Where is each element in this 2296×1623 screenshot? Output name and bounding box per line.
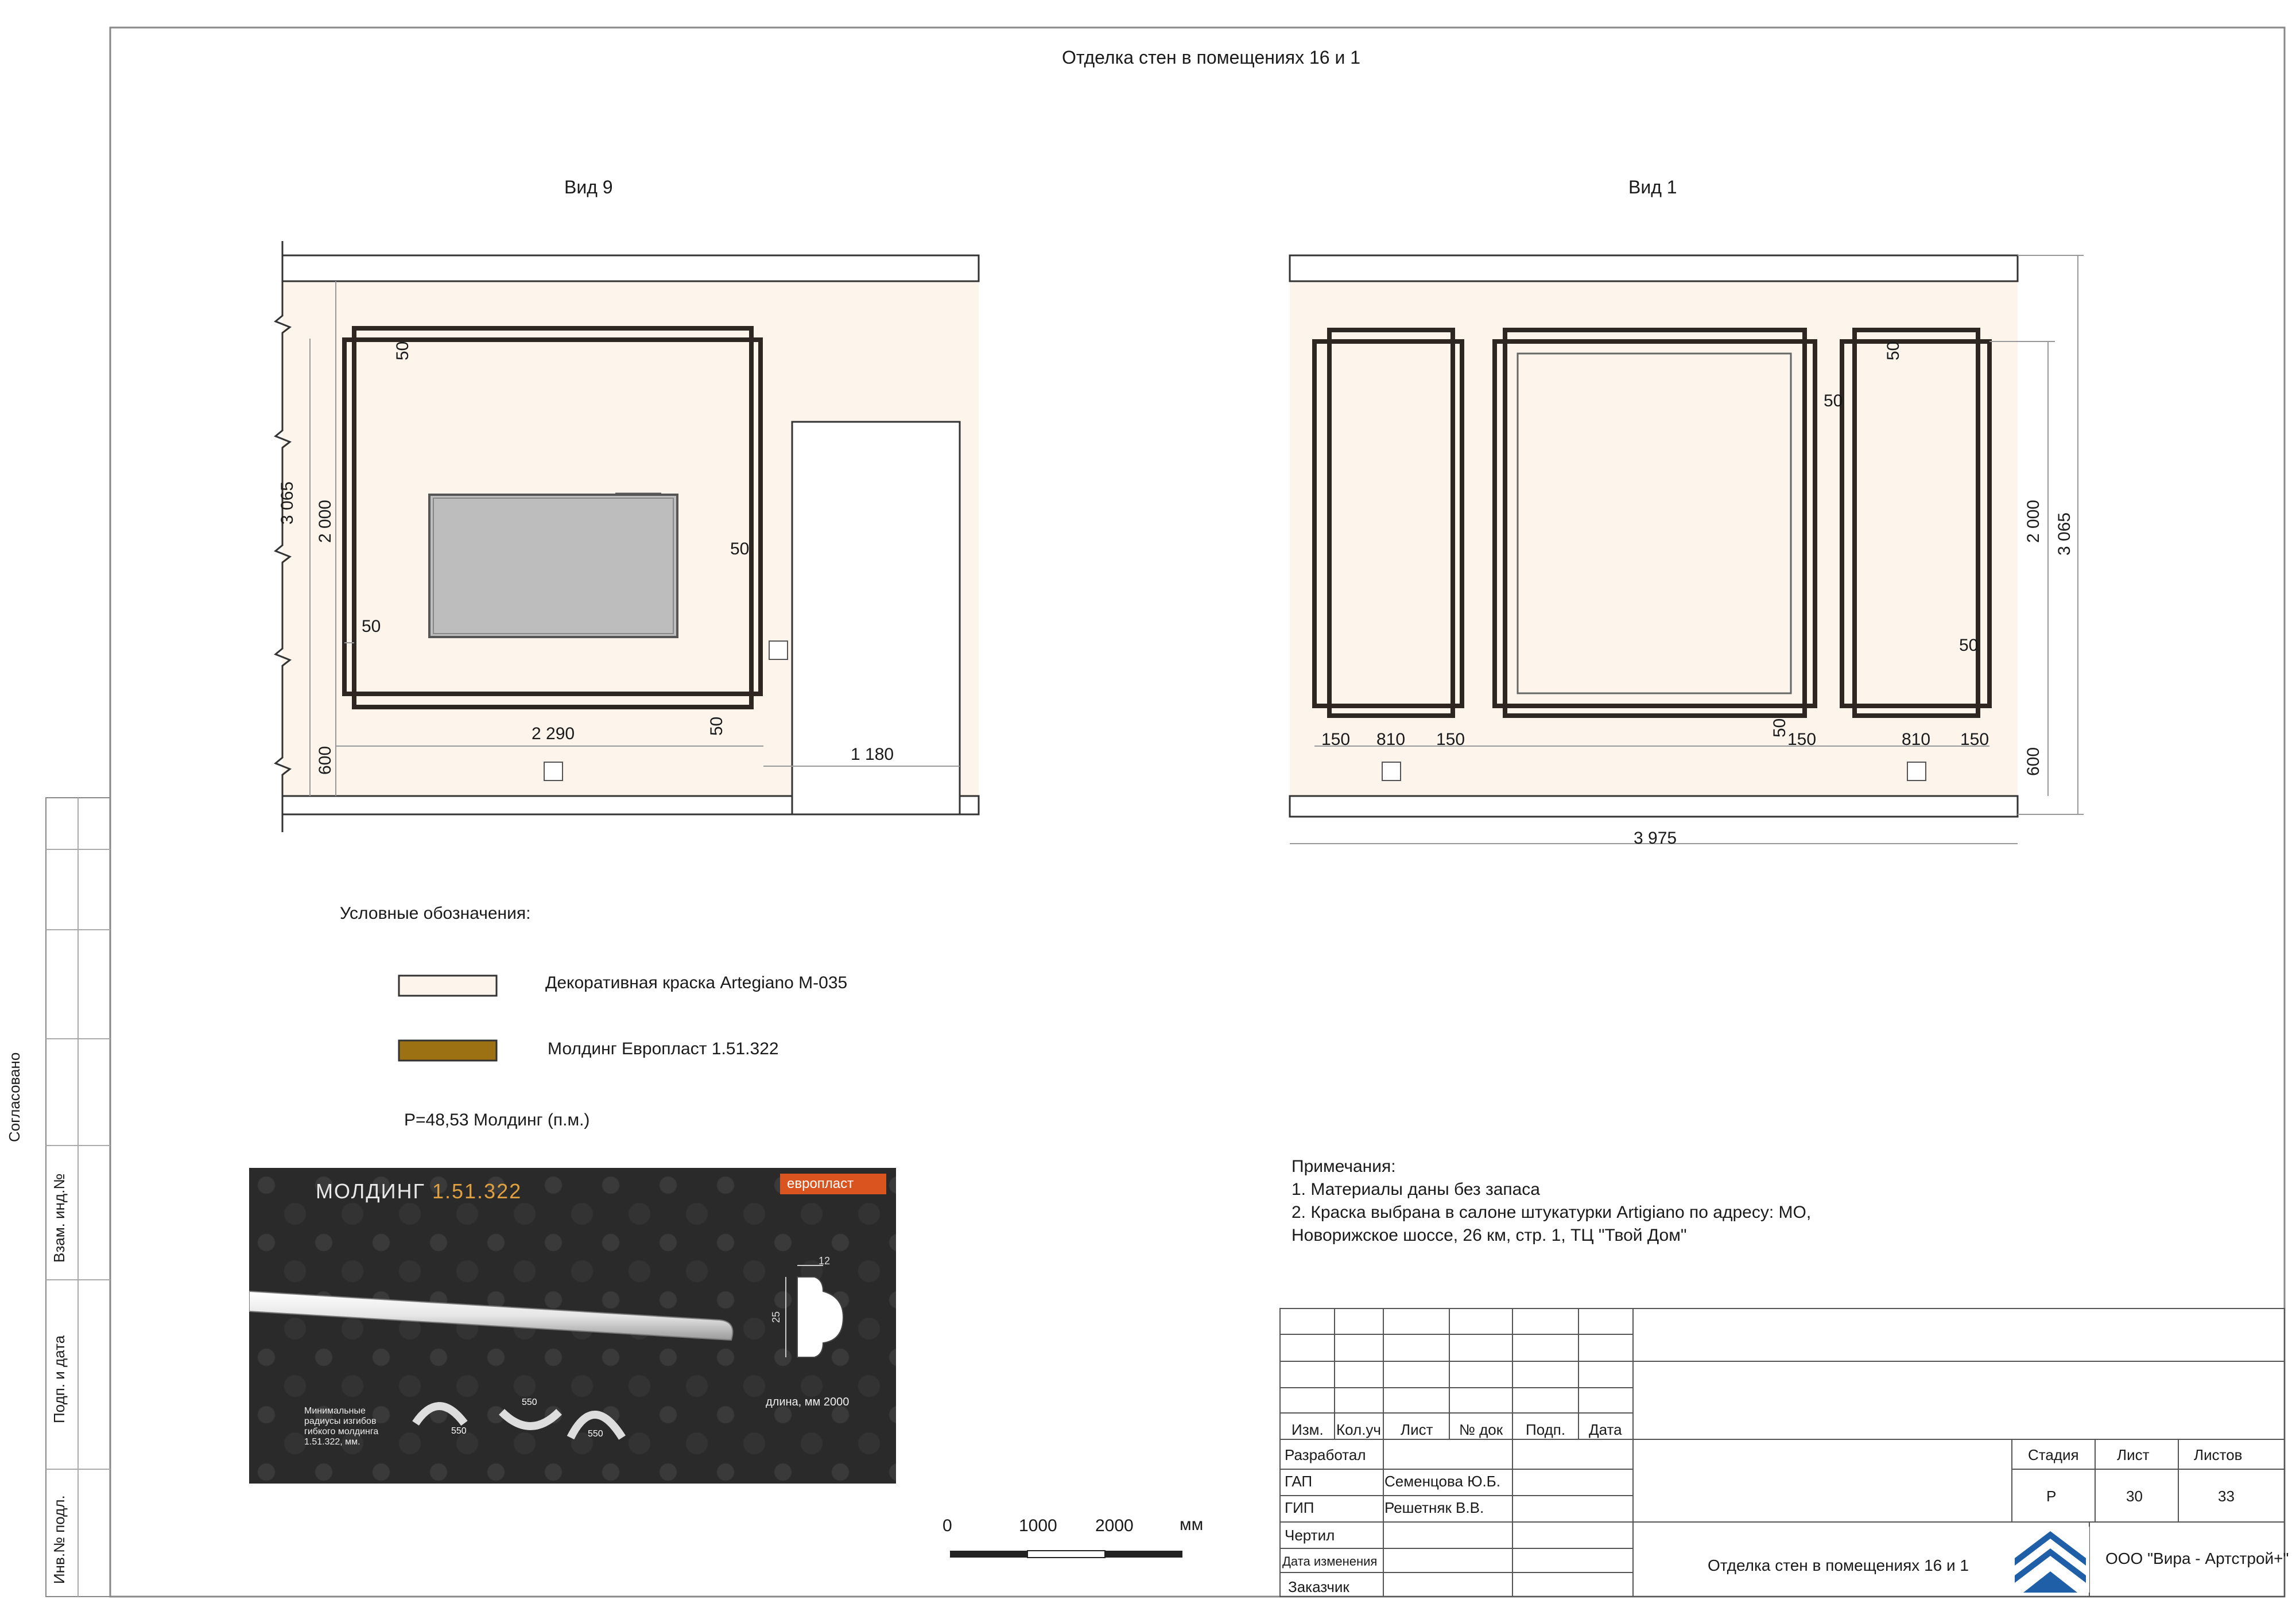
tb-name: Семенцова Ю.Б.: [1384, 1473, 1500, 1490]
tb-sheets-label: Листов: [2194, 1446, 2243, 1463]
dim-label: 50: [1770, 718, 1789, 737]
dim-label: 50: [1884, 341, 1903, 360]
dim-label: 50: [707, 716, 726, 736]
tb-role: ГИП: [1285, 1499, 1314, 1516]
scale-label: 1000: [1019, 1516, 1057, 1535]
tb-sheet: 30: [2126, 1488, 2143, 1505]
dim-label: 50: [393, 341, 412, 360]
stamp-label: Согласовано: [6, 1052, 23, 1142]
tb-role: Заказчик: [1288, 1578, 1349, 1595]
tb-sheets: 33: [2218, 1488, 2235, 1505]
socket: [769, 641, 788, 659]
tb-stage-label: Стадия: [2028, 1446, 2079, 1463]
tv-screen: [429, 495, 677, 637]
dim-label: 150: [1787, 730, 1817, 749]
view-9-title: Вид 9: [564, 177, 613, 197]
dim-label: 150: [1436, 730, 1465, 749]
dim-label: 50: [362, 617, 381, 636]
scale-label: 0: [943, 1516, 952, 1535]
dim-label: 50: [1824, 391, 1843, 410]
tb-header: Дата: [1589, 1421, 1622, 1438]
tb-header: Изм.: [1292, 1421, 1324, 1438]
dim-label: 810: [1376, 730, 1406, 749]
product-name: МОЛДИНГ 1.51.322: [316, 1179, 522, 1203]
notes-line: 1. Материалы даны без запаса: [1292, 1180, 1540, 1199]
scale-unit: мм: [1180, 1515, 1204, 1534]
radius-label: 550: [451, 1426, 467, 1436]
tb-role: Разработал: [1285, 1446, 1366, 1463]
dim-label: 150: [1321, 730, 1351, 749]
radius-label: 550: [588, 1429, 603, 1439]
dim-label: 50: [1959, 636, 1979, 655]
sheet-title: Отделка стен в помещениях 16 и 1: [1062, 47, 1360, 68]
dim-label: 1 180: [851, 745, 894, 764]
company-logo: [2012, 1527, 2089, 1593]
dim-label: 3 065: [278, 481, 297, 525]
dim-label: 600: [2024, 747, 2043, 776]
tb-stage: Р: [2046, 1488, 2057, 1505]
stamp-label: Подп. и дата: [51, 1335, 68, 1423]
dim-label: 2 000: [2024, 499, 2043, 543]
dim-label: 2 290: [532, 724, 575, 743]
tb-doc-title: Отделка стен в помещениях 16 и 1: [1708, 1556, 1969, 1574]
tb-sheet-label: Лист: [2117, 1446, 2150, 1463]
dim-label: 3 975: [1634, 829, 1677, 848]
profile-height: 25: [770, 1311, 782, 1323]
legend-item-label: Декоративная краска Artegiano M-035: [545, 973, 848, 992]
radius-label: 550: [522, 1397, 537, 1407]
tb-role: ГАП: [1285, 1473, 1313, 1490]
view-1-drawing: [1290, 255, 2084, 844]
tb-header: № док: [1459, 1421, 1503, 1438]
dim-label: 50: [730, 539, 750, 558]
dim-label: 600: [316, 746, 335, 775]
tb-company: ООО "Вира - Артстрой+": [2105, 1550, 2289, 1567]
scale-bar: [950, 1551, 1182, 1558]
dim-label: 150: [1960, 730, 1989, 749]
profile-width: 12: [819, 1255, 831, 1267]
tb-header: Лист: [1401, 1421, 1433, 1438]
notes-title: Примечания:: [1292, 1157, 1396, 1176]
notes-line: 2. Краска выбрана в салоне штукатурки Artigiano по адресу: МО,: [1292, 1203, 1812, 1222]
notes-block: [1292, 1155, 1811, 1247]
radii-caption: Минимальные радиусы изгибов гибкого молдинга 1.51.322, мм.: [304, 1406, 379, 1447]
profile-length: длина, мм 2000: [766, 1396, 850, 1408]
stamp-label: Инв.№ подл.: [51, 1495, 68, 1584]
socket: [544, 762, 563, 781]
product-card: [249, 1168, 896, 1484]
stamp-label: Взам. инд.№: [51, 1173, 68, 1263]
tb-header: Кол.уч: [1336, 1421, 1381, 1438]
tb-role: Дата изменения: [1282, 1554, 1378, 1568]
tb-header: Подп.: [1526, 1421, 1566, 1438]
legend-item-label: Молдинг Европласт 1.51.322: [548, 1039, 779, 1058]
notes-line: Новорижское шоссе, 26 км, стр. 1, ТЦ "Твой Дом": [1292, 1226, 1687, 1245]
tb-name: Решетняк В.В.: [1384, 1499, 1484, 1516]
scale-label: 2000: [1095, 1516, 1134, 1535]
brand-logo: европласт: [780, 1174, 886, 1194]
view-9-drawing: [276, 241, 979, 832]
legend-title: Условные обозначения:: [340, 904, 531, 923]
dim-label: 2 000: [316, 499, 335, 543]
legend-swatch-molding: [399, 1040, 497, 1061]
view-1-title: Вид 1: [1628, 177, 1677, 197]
dim-label: 810: [1902, 730, 1931, 749]
tb-role: Чертил: [1285, 1527, 1335, 1544]
legend-swatch-paint: [399, 976, 497, 996]
dim-label: 3 065: [2055, 512, 2074, 556]
perimeter-note: P=48,53 Молдинг (п.м.): [404, 1111, 590, 1129]
